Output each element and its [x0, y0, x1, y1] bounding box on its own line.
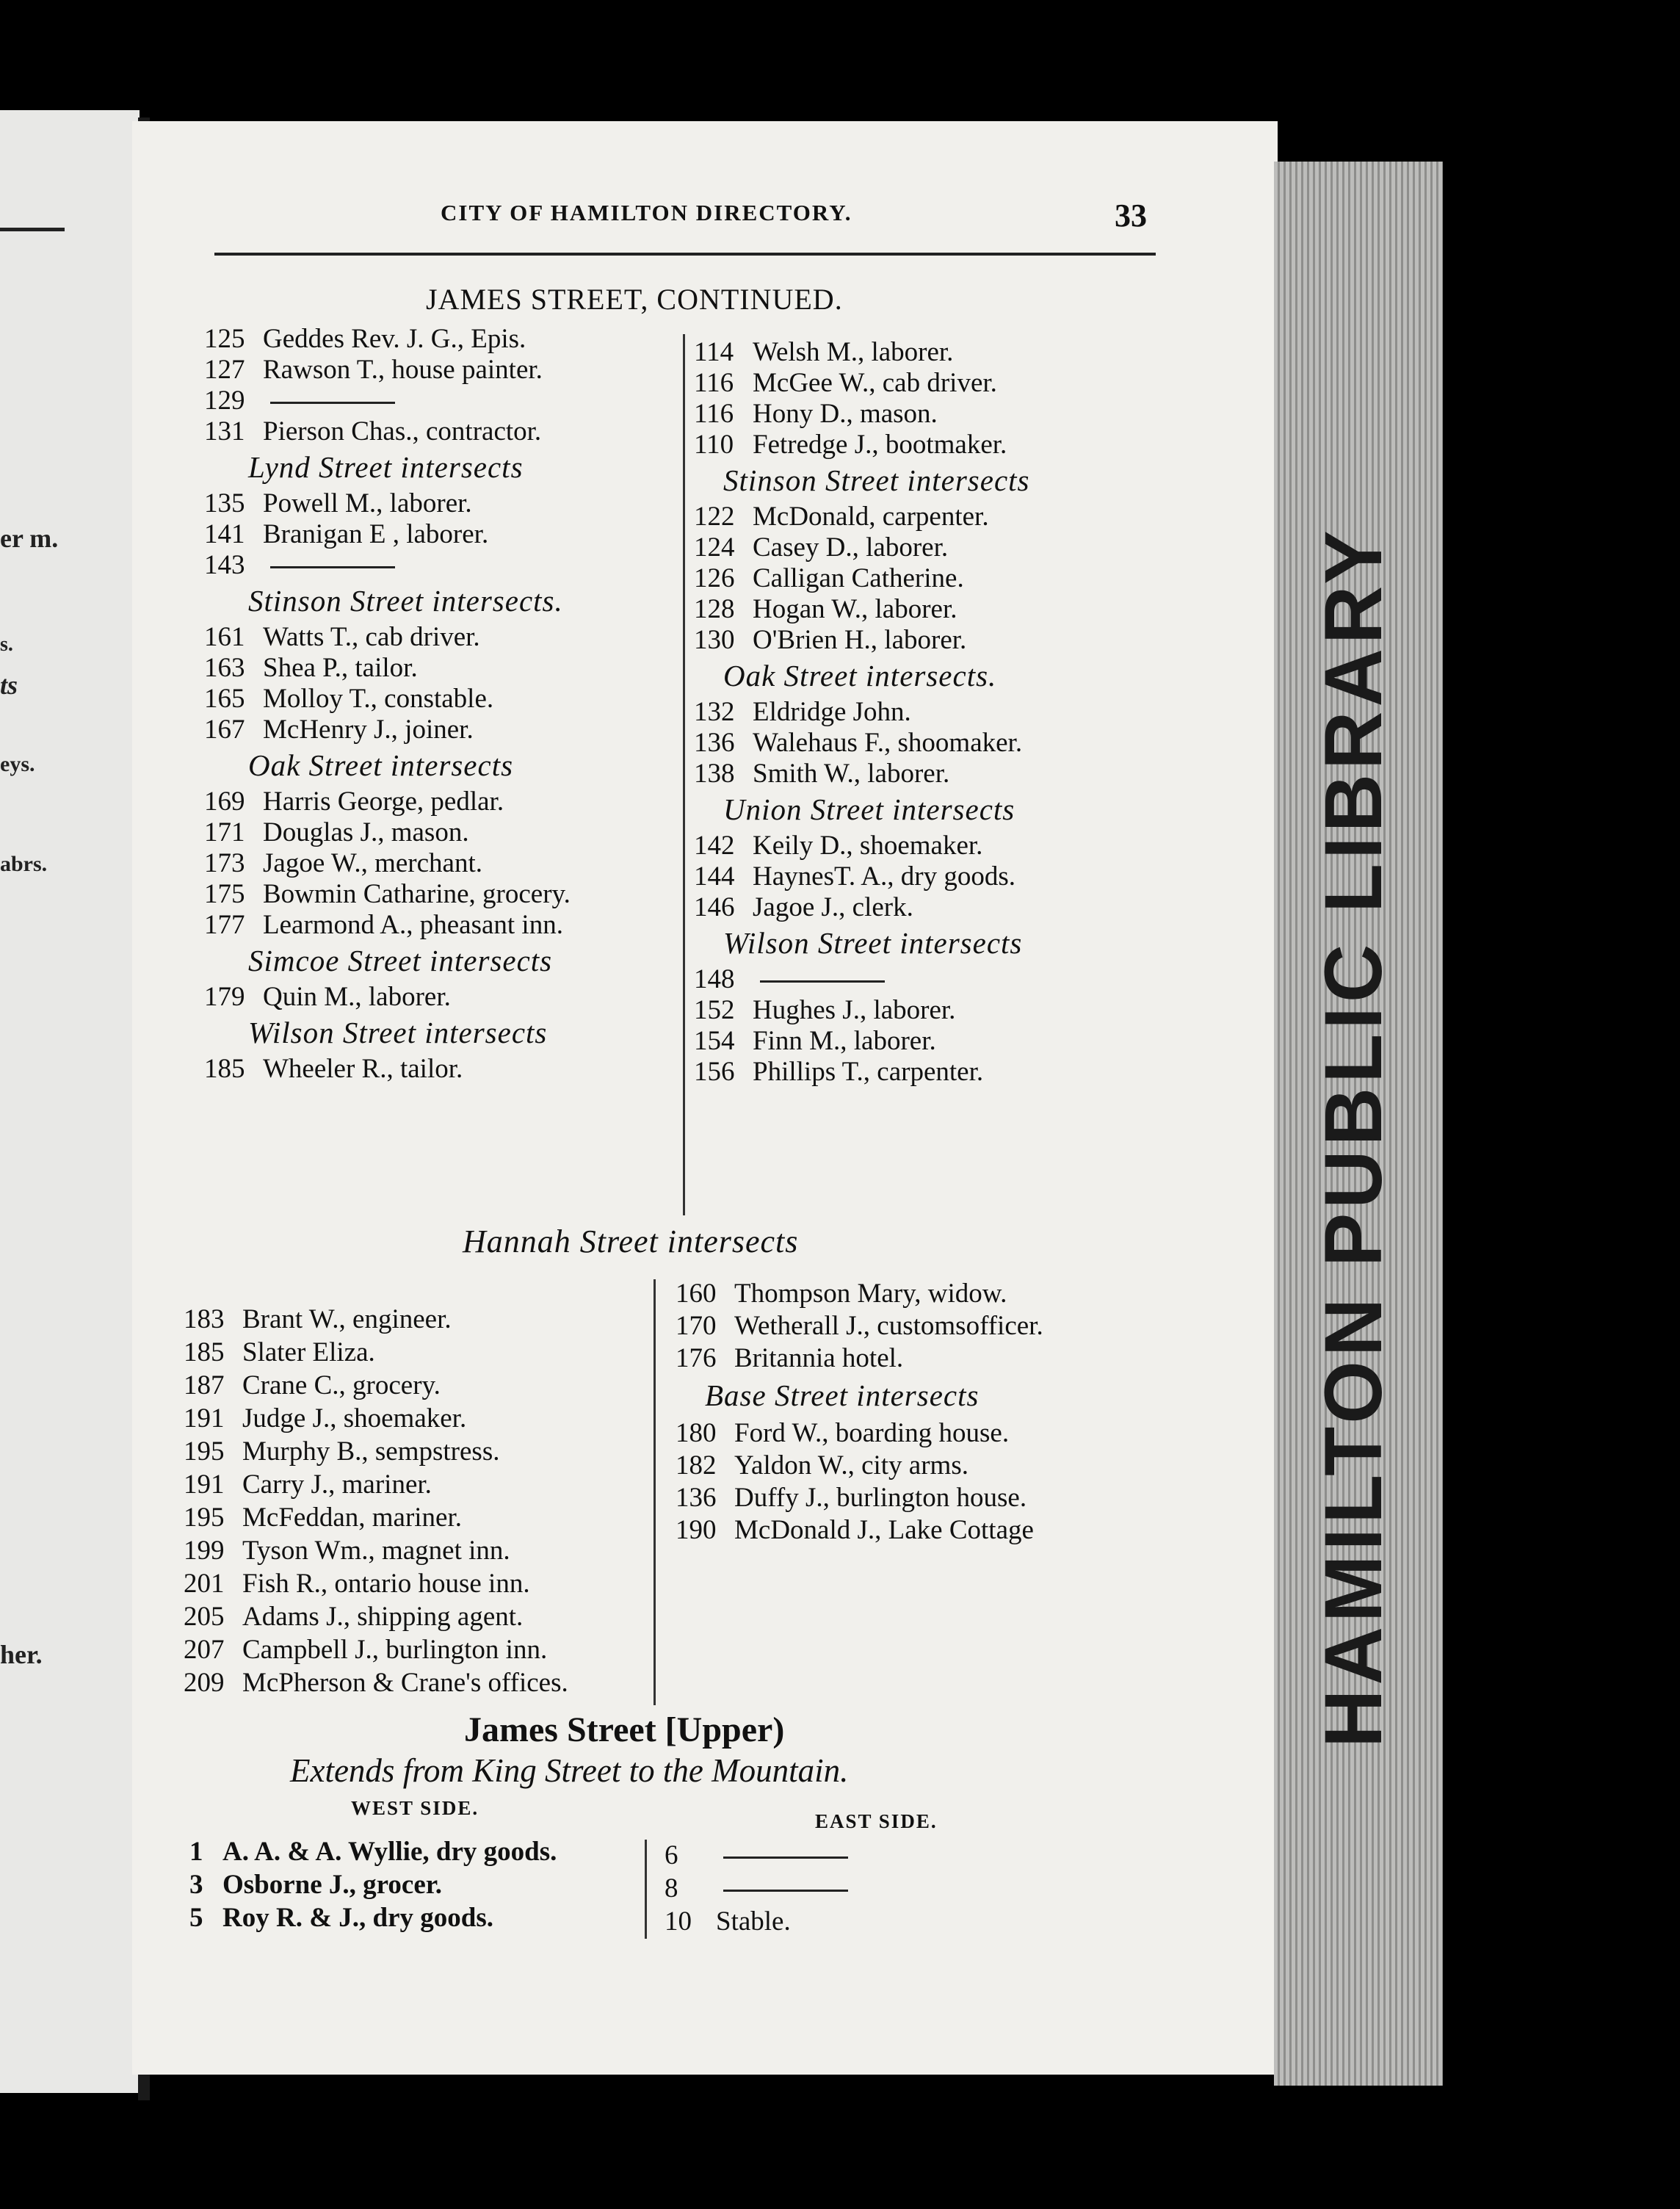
house-number: 156 — [694, 1057, 735, 1087]
occupant-name: Smith W., laborer. — [753, 759, 950, 789]
occupant-name: Fish R., ontario house inn. — [242, 1569, 530, 1599]
occupant-name: Harris George, pedlar. — [263, 787, 504, 817]
directory-entry — [204, 878, 571, 910]
occupant-name: Hony D., mason. — [753, 399, 938, 429]
directory-entry — [694, 696, 911, 728]
house-number: 209 — [184, 1668, 225, 1698]
previous-page-fragment: s. — [0, 633, 13, 656]
occupant-name: Bowmin Catharine, grocery. — [263, 879, 571, 909]
occupant-name: Brant W., engineer. — [242, 1304, 452, 1334]
house-number: 187 — [184, 1370, 225, 1400]
house-number: 136 — [694, 728, 735, 758]
house-number: 127 — [204, 355, 245, 385]
previous-page — [0, 110, 140, 2093]
directory-entry — [694, 964, 885, 995]
house-number: 116 — [694, 368, 734, 398]
directory-entry — [694, 429, 1007, 460]
house-number: 180 — [676, 1418, 717, 1448]
house-number: 195 — [184, 1436, 225, 1467]
house-number: 154 — [694, 1026, 735, 1056]
directory-entry — [184, 1370, 441, 1401]
previous-page-rule — [0, 228, 65, 231]
house-number: 179 — [204, 982, 245, 1012]
west-side-label: WEST SIDE. — [351, 1797, 479, 1819]
house-number: 207 — [184, 1635, 225, 1665]
occupant-name: Welsh M., laborer. — [753, 337, 954, 367]
directory-entry — [184, 1337, 375, 1368]
occupant-name: Jagoe J., clerk. — [753, 892, 913, 922]
cross-street-heading: Hannah Street intersects — [463, 1223, 799, 1259]
section-title: JAMES STREET, CONTINUED. — [426, 283, 843, 316]
house-number: 6 — [665, 1840, 678, 1870]
directory-entry — [189, 1836, 557, 1868]
house-number: 141 — [204, 519, 245, 549]
house-number: 195 — [184, 1503, 225, 1533]
directory-entry — [694, 532, 948, 563]
house-number: 135 — [204, 488, 245, 518]
occupant-name: Molloy T., constable. — [263, 684, 494, 714]
occupant-name: McDonald, carpenter. — [753, 502, 989, 532]
directory-entry — [184, 1667, 568, 1699]
directory-entry — [204, 981, 451, 1013]
house-number: 175 — [204, 879, 245, 909]
occupant-name: Shea P., tailor. — [263, 653, 418, 683]
house-number: 185 — [184, 1337, 225, 1367]
occupant-name: Eldridge John. — [753, 697, 911, 727]
cross-street-heading: Base Street intersects — [705, 1378, 980, 1412]
directory-entry — [204, 652, 418, 684]
directory-entry — [676, 1514, 1034, 1546]
directory-entry — [184, 1601, 523, 1633]
house-number: 131 — [204, 416, 245, 446]
house-number: 129 — [204, 386, 245, 416]
directory-entry — [676, 1417, 1009, 1449]
house-number: 177 — [204, 910, 245, 940]
directory-entry — [694, 624, 966, 656]
house-number: 128 — [694, 594, 735, 624]
cross-street-heading: Simcoe Street intersects — [248, 944, 553, 977]
occupant-name: A. A. & A. Wyllie, dry goods. — [222, 1837, 557, 1867]
directory-entry — [204, 683, 493, 715]
directory-entry — [184, 1436, 499, 1467]
directory-entry — [694, 593, 957, 625]
occupant-name: Douglas J., mason. — [263, 817, 469, 847]
directory-entry — [189, 1869, 442, 1901]
directory-entry — [204, 385, 395, 416]
occupant-name: McHenry J., joiner. — [263, 715, 474, 745]
directory-entry — [676, 1450, 968, 1481]
occupant-name: Wheeler R., tailor. — [263, 1054, 463, 1084]
column-divider — [645, 1840, 647, 1939]
occupant-name: McFeddan, mariner. — [242, 1503, 462, 1533]
directory-entry — [204, 488, 472, 519]
house-number: 114 — [694, 337, 734, 367]
house-number: 205 — [184, 1602, 225, 1632]
directory-entry — [694, 367, 997, 399]
occupant-name: Watts T., cab driver. — [263, 622, 480, 652]
cross-street-heading: Oak Street intersects — [248, 748, 514, 782]
cross-street-heading: Wilson Street intersects — [723, 926, 1023, 960]
directory-entry — [694, 727, 1022, 759]
occupant-name: Carry J., mariner. — [242, 1469, 432, 1500]
house-number: 201 — [184, 1569, 225, 1599]
house-number: 169 — [204, 787, 245, 817]
directory-entry — [694, 1025, 936, 1057]
occupant-name: Casey D., laborer. — [753, 532, 949, 563]
house-number: 142 — [694, 831, 735, 861]
house-number: 122 — [694, 502, 735, 532]
occupant-name: Roy R. & J., dry goods. — [222, 1903, 493, 1933]
occupant-name: Branigan E , laborer. — [263, 519, 489, 549]
directory-entry — [694, 994, 955, 1026]
directory-entry — [694, 758, 949, 789]
house-number: 143 — [204, 550, 245, 580]
occupant-name: McGee W., cab driver. — [753, 368, 997, 398]
house-number: 152 — [694, 995, 735, 1025]
directory-entry — [665, 1873, 848, 1904]
occupant-name: McDonald J., Lake Cottage — [734, 1515, 1034, 1545]
occupant-name: Keily D., shoemaker. — [753, 831, 983, 861]
occupant-name: Phillips T., carpenter. — [753, 1057, 984, 1087]
house-number: 160 — [676, 1279, 717, 1309]
vacant-dash — [270, 402, 395, 404]
directory-entry — [204, 909, 563, 941]
house-number: 144 — [694, 861, 735, 892]
directory-entry — [204, 621, 480, 653]
directory-entry — [676, 1278, 1007, 1309]
occupant-name: Quin M., laborer. — [263, 982, 451, 1012]
vacant-dash — [723, 1856, 848, 1859]
previous-page-fragment: ts — [0, 670, 18, 700]
occupant-name: Murphy B., sempstress. — [242, 1436, 500, 1467]
occupant-name: Osborne J., grocer. — [222, 1870, 443, 1900]
directory-entry — [204, 518, 488, 550]
house-number: 167 — [204, 715, 245, 745]
vacant-dash — [723, 1890, 848, 1892]
directory-entry — [694, 892, 913, 923]
house-number: 124 — [694, 532, 735, 563]
occupant-name: Hughes J., laborer. — [753, 995, 956, 1025]
directory-entry — [204, 354, 543, 386]
previous-page-fragment: her. — [0, 1640, 43, 1669]
occupant-name: Wetherall J., customsofficer. — [734, 1311, 1043, 1341]
occupant-name: Walehaus F., shoomaker. — [753, 728, 1023, 758]
house-number: 182 — [676, 1450, 717, 1480]
previous-page-fragment: er m. — [0, 524, 59, 553]
occupant-name: Geddes Rev. J. G., Epis. — [263, 324, 526, 354]
directory-entry — [184, 1568, 530, 1599]
occupant-name: Hogan W., laborer. — [753, 594, 957, 624]
house-number: 125 — [204, 324, 245, 354]
occupant-name: McPherson & Crane's offices. — [242, 1668, 568, 1698]
previous-page-fragment: eys. — [0, 752, 35, 776]
occupant-name: Thompson Mary, widow. — [734, 1279, 1007, 1309]
library-stamp: HAMILTON PUBLIC LIBRARY — [1308, 526, 1399, 1748]
house-number: 8 — [665, 1873, 678, 1904]
house-number: 5 — [189, 1903, 203, 1933]
directory-entry — [665, 1840, 848, 1871]
street-subtitle: Extends from King Street to the Mountain. — [290, 1752, 849, 1789]
directory-entry — [204, 847, 482, 879]
directory-entry — [184, 1403, 466, 1434]
vacant-dash — [760, 980, 885, 983]
occupant-name: Jagoe W., merchant. — [263, 848, 482, 878]
directory-entry — [204, 817, 469, 848]
occupant-name: Pierson Chas., contractor. — [263, 416, 542, 446]
occupant-name: Slater Eliza. — [242, 1337, 375, 1367]
occupant-name: Judge J., shoemaker. — [242, 1403, 467, 1434]
occupant-name: Fetredge J., bootmaker. — [753, 430, 1007, 460]
directory-entry — [204, 416, 541, 447]
directory-entry — [204, 786, 504, 817]
occupant-name: Powell M., laborer. — [263, 488, 472, 518]
occupant-name: Stable. — [716, 1906, 791, 1937]
occupant-name: Tyson Wm., magnet inn. — [242, 1536, 510, 1566]
directory-entry — [184, 1304, 452, 1335]
occupant-name: Calligan Catherine. — [753, 563, 964, 593]
occupant-name: Britannia hotel. — [734, 1343, 904, 1373]
directory-entry — [184, 1502, 462, 1533]
directory-entry — [694, 398, 938, 430]
directory-entry — [189, 1902, 493, 1934]
directory-entry — [184, 1535, 510, 1566]
house-number: 161 — [204, 622, 245, 652]
occupant-name: O'Brien H., laborer. — [753, 625, 967, 655]
column-divider — [683, 334, 685, 1215]
house-number: 176 — [676, 1343, 717, 1373]
directory-entry — [694, 1056, 983, 1088]
house-number: 110 — [694, 430, 734, 460]
house-number: 165 — [204, 684, 245, 714]
house-number: 146 — [694, 892, 735, 922]
directory-entry — [694, 501, 989, 532]
directory-entry — [676, 1310, 1043, 1342]
occupant-name: Adams J., shipping agent. — [242, 1602, 524, 1632]
cross-street-heading: Stinson Street intersects. — [248, 584, 563, 618]
previous-page-fragment: abrs. — [0, 852, 48, 876]
running-header: CITY OF HAMILTON DIRECTORY. — [441, 200, 852, 225]
occupant-name: Duffy J., burlington house. — [734, 1483, 1027, 1513]
directory-entry — [204, 549, 395, 581]
cross-street-heading: Lynd Street intersects — [248, 450, 524, 484]
house-number: 126 — [694, 563, 735, 593]
directory-entry — [694, 861, 1015, 892]
directory-entry — [694, 336, 953, 368]
house-number: 191 — [184, 1403, 225, 1434]
directory-entry — [204, 714, 474, 745]
house-number: 3 — [189, 1870, 203, 1900]
occupant-name: Rawson T., house painter. — [263, 355, 543, 385]
occupant-name: Learmond A., pheasant inn. — [263, 910, 563, 940]
house-number: 116 — [694, 399, 734, 429]
page-number: 33 — [1115, 198, 1147, 234]
house-number: 138 — [694, 759, 735, 789]
cross-street-heading: Wilson Street intersects — [248, 1016, 548, 1049]
directory-entry — [694, 563, 964, 594]
header-rule — [214, 253, 1156, 256]
house-number: 132 — [694, 697, 735, 727]
directory-entry — [665, 1906, 791, 1937]
house-number: 10 — [665, 1906, 692, 1937]
cross-street-heading: Stinson Street intersects — [723, 463, 1030, 497]
occupant-name: Finn M., laborer. — [753, 1026, 936, 1056]
house-number: 190 — [676, 1515, 717, 1545]
column-divider — [653, 1279, 656, 1705]
directory-entry — [676, 1482, 1027, 1514]
occupant-name: HaynesT. A., dry goods. — [753, 861, 1015, 892]
directory-entry — [694, 830, 982, 861]
occupant-name: Crane C., grocery. — [242, 1370, 441, 1400]
directory-entry — [184, 1469, 432, 1500]
directory-entry — [204, 1053, 463, 1085]
house-number: 185 — [204, 1054, 245, 1084]
occupant-name: Campbell J., burlington inn. — [242, 1635, 548, 1665]
house-number: 163 — [204, 653, 245, 683]
house-number: 148 — [694, 964, 735, 994]
house-number: 171 — [204, 817, 245, 847]
house-number: 173 — [204, 848, 245, 878]
vacant-dash — [270, 566, 395, 568]
east-side-label: EAST SIDE. — [815, 1810, 938, 1832]
house-number: 170 — [676, 1311, 717, 1341]
cross-street-heading: Oak Street intersects. — [723, 659, 997, 693]
house-number: 1 — [189, 1837, 203, 1867]
occupant-name: Ford W., boarding house. — [734, 1418, 1010, 1448]
house-number: 136 — [676, 1483, 717, 1513]
cross-street-heading: Union Street intersects — [723, 792, 1015, 826]
directory-entry — [204, 323, 526, 355]
house-number: 130 — [694, 625, 735, 655]
occupant-name: Yaldon W., city arms. — [734, 1450, 968, 1480]
house-number: 183 — [184, 1304, 225, 1334]
street-title: James Street [Upper) — [464, 1710, 785, 1749]
directory-entry — [676, 1342, 903, 1374]
directory-entry — [184, 1634, 547, 1666]
house-number: 199 — [184, 1536, 225, 1566]
house-number: 191 — [184, 1469, 225, 1500]
